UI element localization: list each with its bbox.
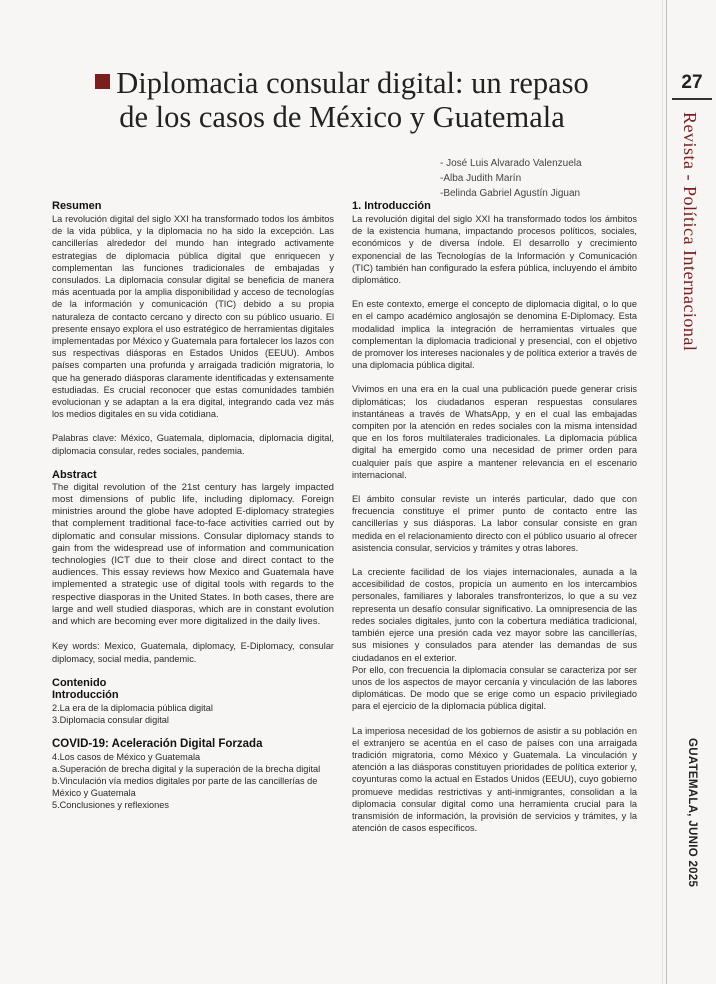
right-column <box>352 200 637 846</box>
resumen-text: La revolución digital del siglo XXI ha transformado todos los ámbitos de la vida pública, y la diplomacia no ha sido la excepción. Las cancillerías alrededor del mundo han integrado activamente estrategias de diplomacia pública digital que enriquecen y complementan las funciones tradicionales de embajadas y consulados. La diplomacia consular digital se beneficia de manera más acentuada por la amplia disponibilidad y acceso de tecnologías de la información y comunicación (TIC) debido a su propia naturaleza de contacto cercano y directo con su público usuario. El presente ensayo explora el uso estratégico de herramientas digitales implementadas por México y Guatemala para fortalecer los lazos con sus respectivas diásporas en Estados Unidos (EEUU). Ambos países comparten una profunda y arraigada tradición migratoria, lo que ha generado diásporas claramente identificadas y extensamente estudiadas. Es crucial reconocer que estas comunidades también evolucionan y se adaptan a la era digital, integrando cada vez más los medios digitales en su vida cotidiana. <box>52 214 334 420</box>
abstract-heading: Abstract <box>52 468 97 481</box>
body-paragraph: La creciente facilidad de los viajes internacionales, aunada a la accesibilidad de costos, propicia un aumento en los intercambios personales, familiares y laborales transfronterizos, lo que a su vez representa un desafío consular significativo. La omnipresencia de las redes sociales digitales, junto con la cobertura mediática tradicional, también ejerce una presión cada vez mayor sobre las cancillerías, sus misiones y consulados para atender las demandas de sus ciudadanos en el exterior. <box>352 567 637 663</box>
contents-item: 2.La era de la diplomacia pública digital <box>52 702 213 713</box>
body-paragraph: La revolución digital del siglo XXI ha transformado todos los ámbitos de la existencia humana, impactando procesos políticos, sociales, económicos y de diversa índole. El desarrollo y crecimiento exponencial de las Tecnologías de la Información y Comunicación (TIC) también han configurado la esfera pública, incluyendo el ámbito diplomático. <box>352 214 637 286</box>
contents-item: 4.Los casos de México y Guatemala <box>52 751 201 762</box>
covid-heading: COVID-19: Aceleración Digital Forzada <box>52 738 263 751</box>
author: -Belinda Gabriel Agustín Jiguan <box>440 188 581 199</box>
author-list <box>440 158 650 203</box>
journal-name: Revista - Política Internacional <box>680 112 700 352</box>
resumen-heading: Resumen <box>52 200 102 212</box>
page-number-rule <box>672 98 712 100</box>
contents-item: 3.Diplomacia consular digital <box>52 714 169 725</box>
author: -Alba Judith Marín <box>440 173 522 184</box>
title-line-2: de los casos de México y Guatemala <box>119 100 565 134</box>
contents-item: a.Superación de brecha digital y la superación de la brecha digital <box>52 763 321 774</box>
body-paragraph: La imperiosa necesidad de los gobiernos de asistir a su población en el extranjero se acentúa en el caso de países con una arraigada tradición migratoria, como México y Guatemala. La vinculación y atención a las diásporas constituyen prioridades de política exterior y, coyunturas como la actual en Estados Unidos (EEUU), cuyo gobierno promueve medidas restrictivas y anti-inmigrantes, consolidan a la diplomacia consular digital como una herramienta crucial para la transmisión de información, la provisión de servicios y trámites, y la atención de casos específicos. <box>352 725 637 834</box>
table-of-contents <box>52 677 334 812</box>
body-paragraph: El ámbito consular reviste un interés particular, dado que con frecuencia constituye el primer punto de contacto entre las cancillerías y sus diásporas. La labor consular consiste en gran medida en el relacionamiento directo con el público usuario al ofrecer asistencia consular, servicios y trámites y otras labores. <box>352 494 637 553</box>
contents-item: 5.Conclusiones y reflexiones <box>52 800 169 811</box>
body-paragraph: Por ello, con frecuencia la diplomacia consular se caracteriza por ser unos de los aspectos de mayor cercanía y vinculación de las labores diplomáticas. De modo que se erige como un espacio privilegiado para el ejercicio de la diplomacia pública digital. <box>352 664 637 712</box>
intro-heading: Introducción <box>52 689 119 702</box>
palabras-clave: Palabras clave: México, Guatemala, diplomacia, diplomacia digital, diplomacia consular, redes sociales, pandemia. <box>52 433 334 456</box>
abstract-text: The digital revolution of the 21st century has largely impacted most dimensions of public life, including diplomacy. Foreign ministries around the globe have adopted E-diplomacy strategies that complement traditional face-to-face activities carried out by diplomatic and consular missions. Consular diplomacy stands to gain from the widespread use of information and communication technologies (ICT due to their close and direct contact to the audiences. This essay reviews how Mexico and Guatemala have implemented a strategic use of digital tools with regards to the respective diasporas in the United States. In both cases, there are large and well studied diasporas, which are in constant evolution and which are becoming ever more digitalized in the daily lives. <box>52 481 334 628</box>
contents-item: b.Vinculación vía medios digitales por parte de las cancillerías de México y Guatemala <box>52 776 318 799</box>
title-line-1: Diplomacia consular digital: un repaso <box>116 66 589 100</box>
contenido-heading: Contenido <box>52 676 107 689</box>
body-paragraph: En este contexto, emerge el concepto de diplomacia digital, o lo que en el campo académico anglosajón se denomina E-Diplomacy. Esta modalidad implica la integración de herramientas virtuales que complementan la diplomacia tradicional y presencial, con el objetivo de promover los intereses nacionales y de política exterior a través de una diplomacia pública digital. <box>352 299 637 371</box>
page-edge-rule <box>666 0 667 984</box>
introduccion-heading: 1. Introducción <box>352 200 431 212</box>
article-title <box>62 66 622 134</box>
left-column <box>52 200 334 812</box>
author: - José Luis Alvarado Valenzuela <box>440 158 582 169</box>
title-bullet-icon <box>95 74 110 89</box>
issue-date: GUATEMALA, JUNIO 2025 <box>686 738 698 888</box>
page-inner-rule <box>662 0 663 984</box>
body-paragraph: Vivimos en una era en la cual una publicación puede generar crisis diplomáticas; los ciudadanos esperan respuestas consulares instantáneas a través de WhatsApp, y en el cual las embajadas compiten por la atención en redes sociales con la misma intensidad que en los foros multilaterales tradicionales. La diplomacia pública digital ha emergido como una necesidad de primer orden para cualquier país que aspire a mantener relevancia en el escenario internacional. <box>352 384 637 480</box>
keywords: Key words: Mexico, Guatemala, diplomacy, E-Diplomacy, consular diplomacy, social media, pandemic. <box>52 641 334 664</box>
page-number: 27 <box>681 72 703 93</box>
